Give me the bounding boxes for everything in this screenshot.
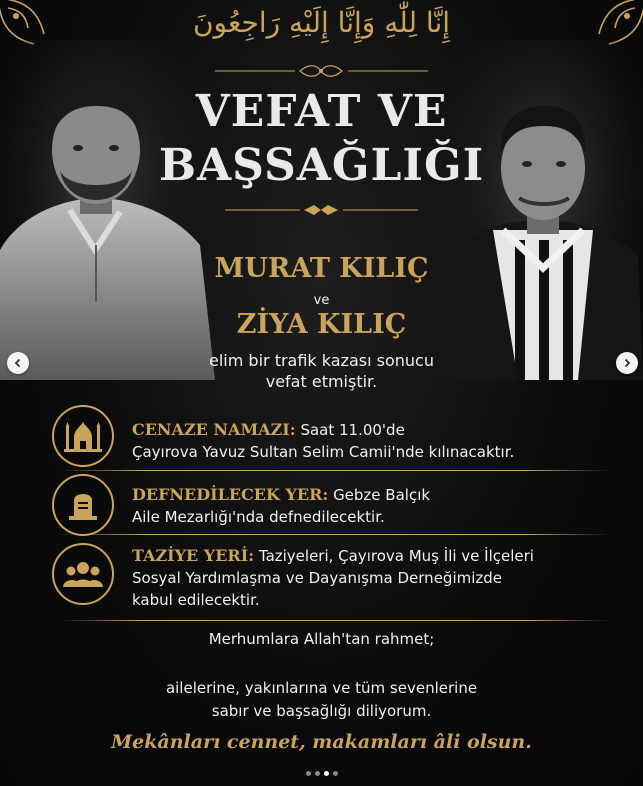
page-title-line2: BAŞSAĞLIĞI <box>158 140 485 191</box>
page-title-line1: VEFAT VE <box>195 86 448 137</box>
chevron-left-icon <box>13 358 23 368</box>
carousel-dot[interactable] <box>306 771 311 776</box>
info-condolence-place <box>132 545 612 611</box>
info-text-line: Sosyal Yardımlaşma ve Dayanışma Derneğimizde <box>132 569 503 587</box>
info-text-line: Taziyeleri, Çayırova Muş İli ve İlçeleri <box>258 547 534 565</box>
name-conjunction: ve <box>313 293 330 308</box>
info-funeral-prayer <box>132 419 612 463</box>
message-line-1: Merhumlara Allah'tan rahmet; <box>208 630 435 648</box>
carousel-next-button[interactable] <box>616 352 638 374</box>
info-text-line: Aile Mezarlığı'nda defnedilecektir. <box>132 508 385 526</box>
message-line-2: ailelerine, yakınlarına ve tüm sevenlerine <box>165 679 478 697</box>
info-text-line: Çayırova Yavuz Sultan Selim Camii'nde kılınacaktır. <box>132 443 515 461</box>
info-text-line: Saat 11.00'de <box>300 421 405 439</box>
arabic-verse: إِنَّا لِلّٰهِ وَإِنَّا إِلَيْهِ رَاجِعُونَ <box>192 6 451 39</box>
info-text-line: Gebze Balçık <box>333 486 431 504</box>
tombstone-icon <box>52 474 114 536</box>
info-heading: CENAZE NAMAZI: <box>132 420 296 439</box>
cause-line-2: vefat etmiştir. <box>265 372 378 391</box>
divider <box>60 620 610 621</box>
divider-ornament-icon <box>0 64 643 78</box>
divider <box>60 534 610 535</box>
carousel-dot-active[interactable] <box>324 771 329 776</box>
carousel-dots <box>0 771 643 776</box>
info-text-line: kabul edilecektir. <box>132 591 260 609</box>
divider-ornament-icon <box>0 203 643 217</box>
people-icon <box>52 543 114 605</box>
closing-prayer: Mekânları cennet, makamları âli olsun. <box>111 731 532 753</box>
info-heading: TAZİYE YERİ: <box>132 546 255 565</box>
info-burial-place <box>132 484 612 528</box>
deceased-name-2: ZİYA KILIÇ <box>236 309 407 340</box>
cause-line-1: elim bir trafik kazası sonucu <box>209 351 434 370</box>
carousel-dot[interactable] <box>315 771 320 776</box>
carousel-prev-button[interactable] <box>7 352 29 374</box>
mosque-icon <box>52 405 114 467</box>
deceased-name-1: MURAT KILIÇ <box>214 253 429 284</box>
chevron-right-icon <box>622 358 632 368</box>
divider <box>60 470 610 471</box>
carousel-dot[interactable] <box>333 771 338 776</box>
message-line-3: sabır ve başsağlığı diliyorum. <box>211 702 432 720</box>
info-heading: DEFNEDİLECEK YER: <box>132 485 329 504</box>
